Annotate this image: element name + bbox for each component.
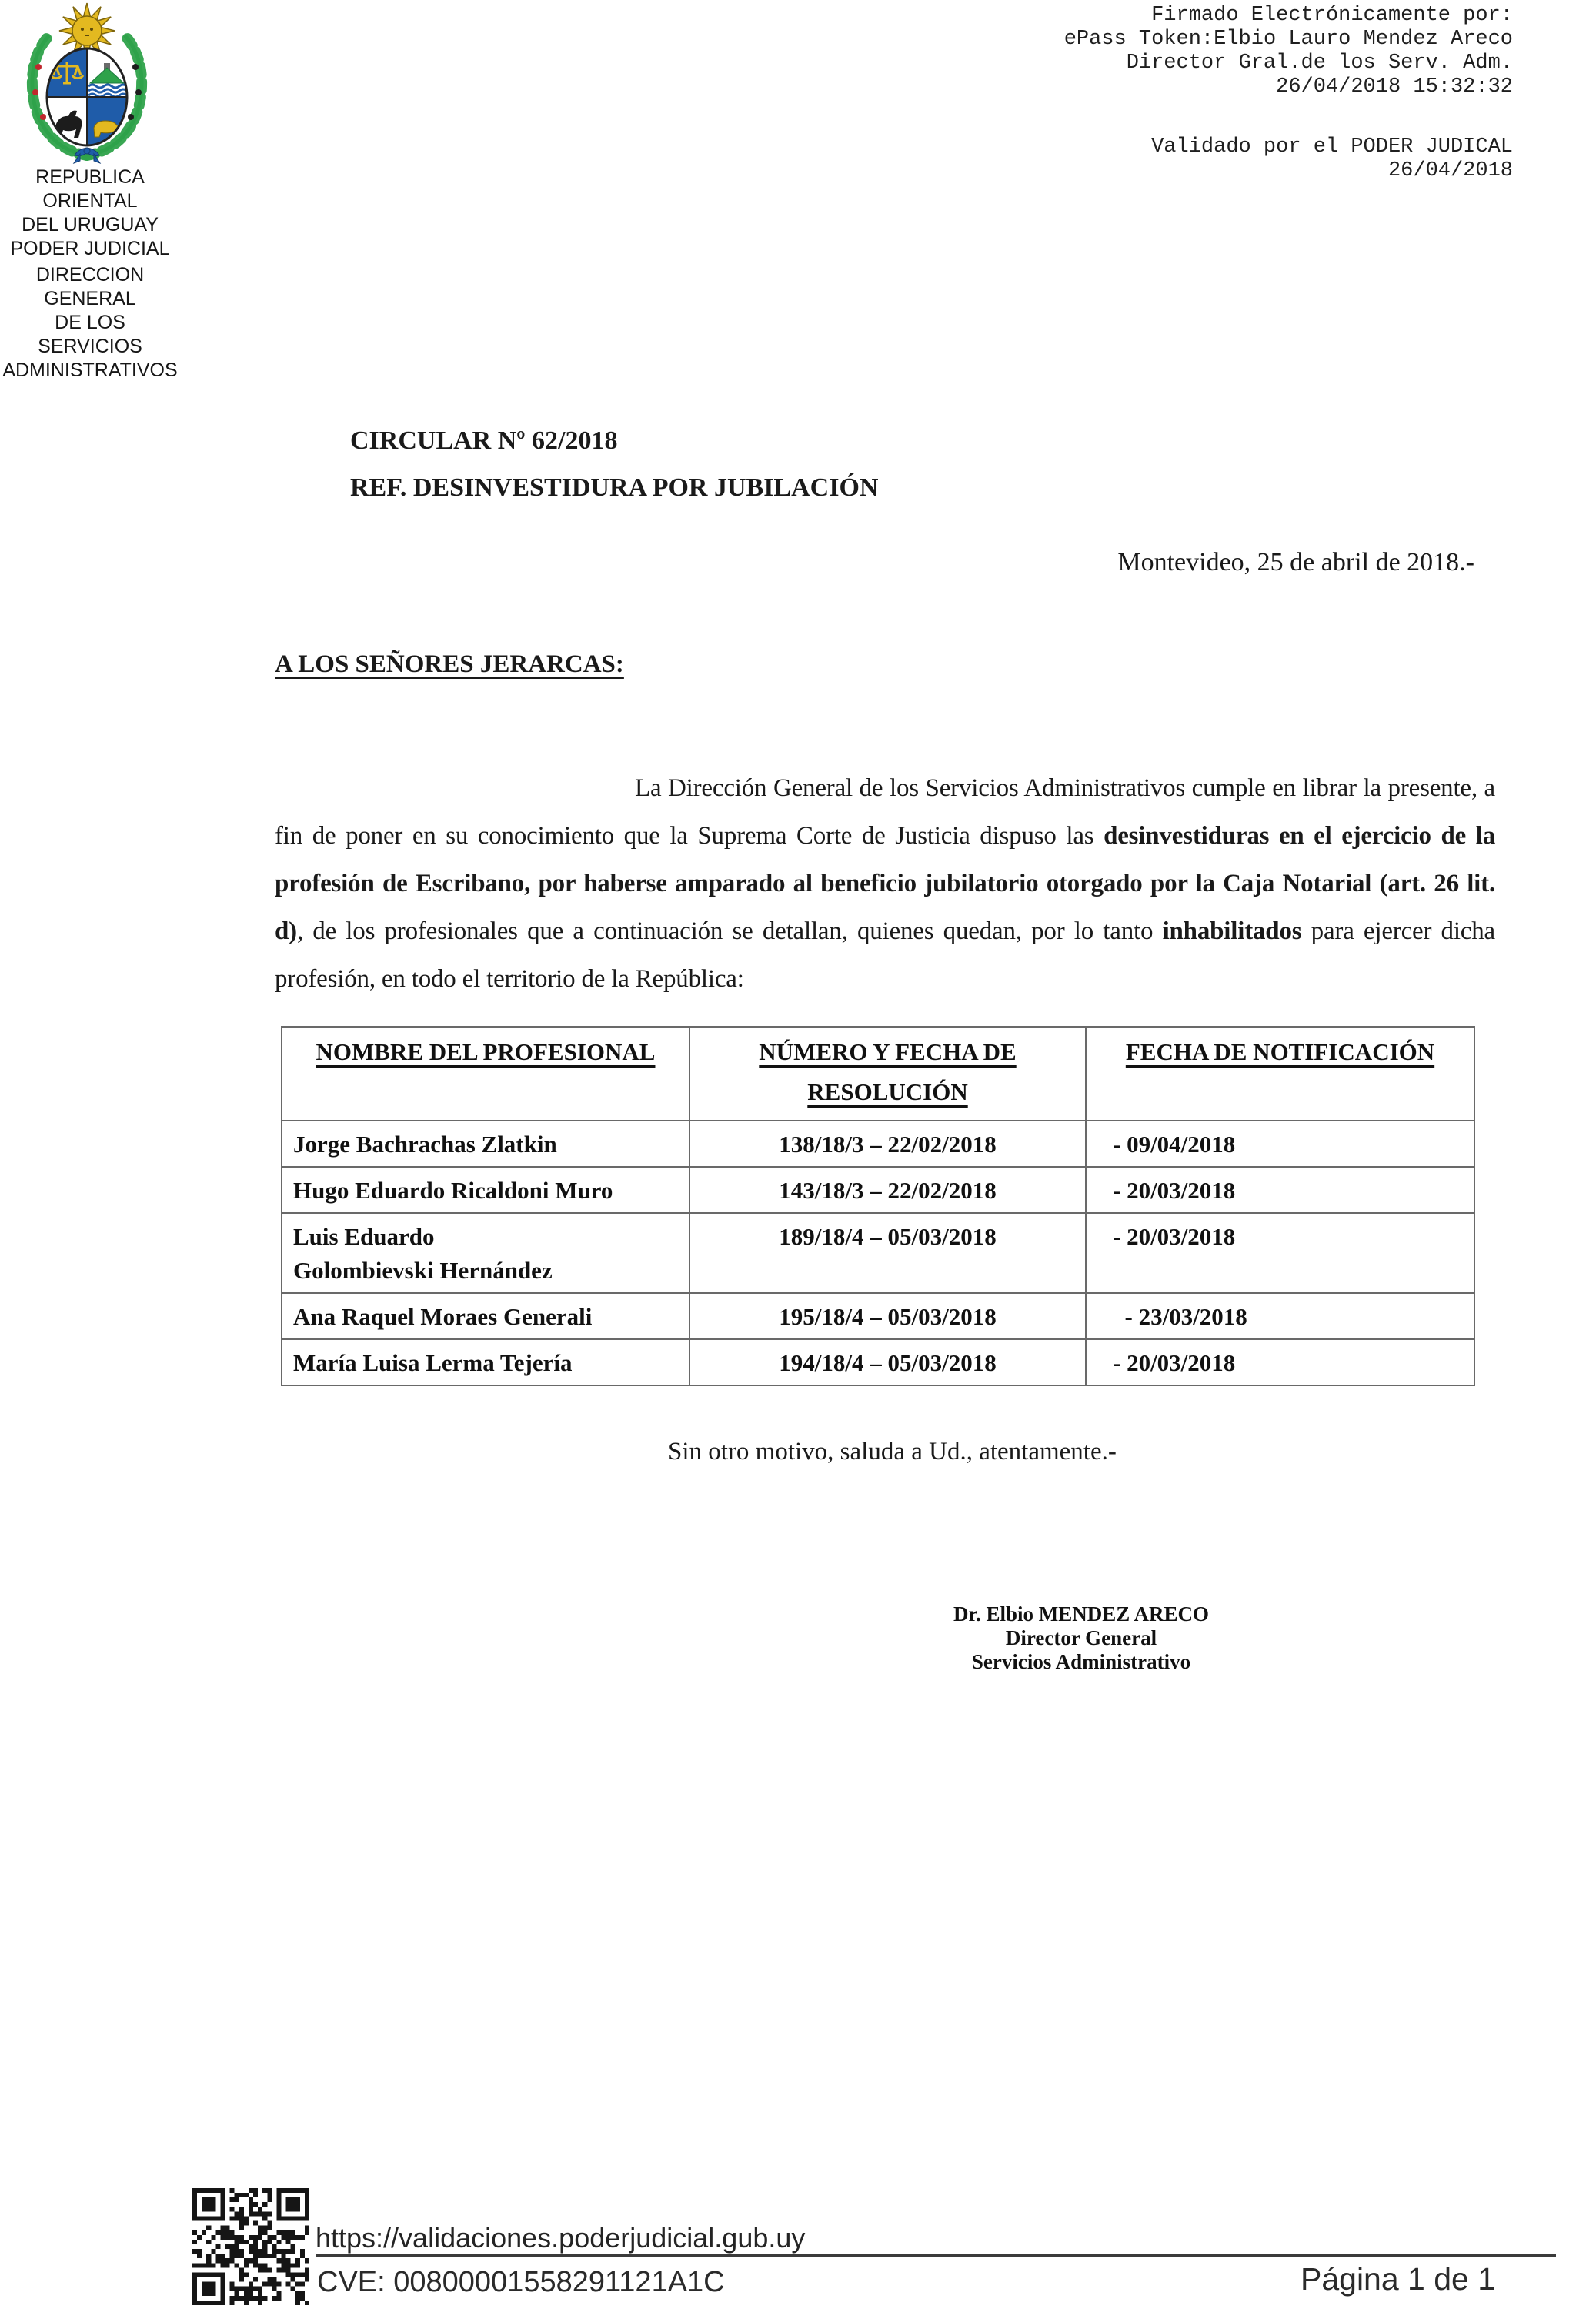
dateline: Montevideo, 25 de abril de 2018.-	[1117, 548, 1474, 576]
text-line: 26/04/2018	[1387, 159, 1513, 182]
emphasized-text: desinvestiduras en el ejercicio de la profesión de Escribano, por haberse amparado al beneficio jubilatorio otorgado por la Caja Notarial (art. 26 lit. d)	[275, 822, 1495, 945]
professionals-table	[281, 1026, 1475, 1386]
reference-subject: REF. DESINVESTIDURA POR JUBILACIÓN	[350, 473, 879, 502]
professional-name-cell: Jorge Bachrachas Zlatkin	[282, 1121, 689, 1167]
resolution-cell: 138/18/3 – 22/02/2018	[689, 1121, 1086, 1167]
resolution-cell: 195/18/4 – 05/03/2018	[689, 1293, 1086, 1339]
table-row	[282, 1293, 1474, 1339]
text-line: Firmado Electrónicamente por:	[1151, 4, 1513, 27]
cve-code: CVE: 00800001558291121A1C	[317, 2266, 725, 2298]
column-header: NÚMERO Y FECHA DE RESOLUCIÓN	[689, 1027, 1086, 1121]
circular-number: CIRCULAR Nº 62/2018	[350, 426, 618, 455]
electronic-signature-stamp	[1064, 4, 1513, 99]
text-line: REPUBLICA ORIENTAL	[35, 166, 145, 212]
resolution-cell: 143/18/3 – 22/02/2018	[689, 1167, 1086, 1213]
body-text: para ejercer dicha profesión, en todo el territorio de la República:	[275, 917, 1495, 993]
emphasized-text: inhabilitados	[1162, 917, 1302, 945]
department-name	[0, 263, 180, 383]
professional-name-cell: Ana Raquel Moraes Generali	[282, 1293, 689, 1339]
text-line: 26/04/2018 15:32:32	[1276, 75, 1513, 99]
validation-stamp	[1151, 135, 1513, 183]
table-body	[282, 1121, 1474, 1385]
resolution-cell: 194/18/4 – 05/03/2018	[689, 1339, 1086, 1385]
coat-of-arms-uruguay	[15, 2, 159, 169]
text-line: DIRECCION GENERAL	[35, 264, 145, 309]
resolution-cell: 189/18/4 – 05/03/2018	[689, 1213, 1086, 1293]
table-row	[282, 1339, 1474, 1385]
text-line: ePass Token:Elbio Lauro Mendez Areco	[1063, 28, 1513, 51]
header-row	[282, 1027, 1474, 1121]
professional-name-cell: Luis Eduardo Golombievski Hernández	[282, 1213, 689, 1293]
notification-date-cell: - 20/03/2018	[1086, 1167, 1474, 1213]
text-line: ADMINISTRATIVOS	[2, 359, 178, 381]
notification-date-cell: - 20/03/2018	[1086, 1339, 1474, 1385]
signer-name: Dr. Elbio MENDEZ ARECO	[953, 1602, 1210, 1626]
signer-title: Director General	[1005, 1626, 1157, 1649]
qr-code	[192, 2188, 309, 2305]
signer-department: Servicios Administrativo	[971, 1650, 1191, 1673]
text-line: Validado por el PODER JUDICAL	[1151, 135, 1513, 159]
column-header: FECHA DE NOTIFICACIÓN	[1086, 1027, 1474, 1121]
notification-date-cell: - 09/04/2018	[1086, 1121, 1474, 1167]
notification-date-cell: - 20/03/2018	[1086, 1213, 1474, 1293]
text-line: DEL URUGUAY	[22, 214, 159, 236]
signature-block	[850, 1602, 1312, 1674]
text-line: Director Gral.de los Serv. Adm.	[1126, 52, 1513, 75]
document-heading	[350, 417, 878, 511]
table-row	[282, 1121, 1474, 1167]
notification-date-cell: - 23/03/2018	[1086, 1293, 1474, 1339]
salutation: A LOS SEÑORES JERARCAS:	[275, 650, 624, 678]
body-text: , de los profesionales que a continuación se detallan, quienes quedan, por lo tanto	[296, 917, 1163, 945]
validation-url: https://validaciones.poderjudicial.gub.uy	[316, 2222, 806, 2254]
text-line: DE LOS SERVICIOS	[38, 312, 142, 357]
body-paragraph	[275, 764, 1495, 1003]
table-row	[282, 1213, 1474, 1293]
table-header-row	[282, 1027, 1474, 1121]
professional-name-cell: Hugo Eduardo Ricaldoni Muro	[282, 1167, 689, 1213]
text-line: PODER JUDICIAL	[10, 238, 170, 259]
page-indicator: Página 1 de 1	[1301, 2261, 1496, 2297]
organization-name	[0, 165, 180, 261]
table-row	[282, 1167, 1474, 1213]
professional-name-cell: María Luisa Lerma Tejería	[282, 1339, 689, 1385]
column-header: NOMBRE DEL PROFESIONAL	[282, 1027, 689, 1121]
footer-divider	[316, 2254, 1556, 2257]
body-text: La Dirección General de los Servicios Administrativos cumple en librar la presente, a fin de poner en su conocimiento que la Suprema Corte de Justicia dispuso las	[275, 774, 1495, 850]
closing-line: Sin otro motivo, saluda a Ud., atentamente.-	[668, 1438, 1117, 1465]
